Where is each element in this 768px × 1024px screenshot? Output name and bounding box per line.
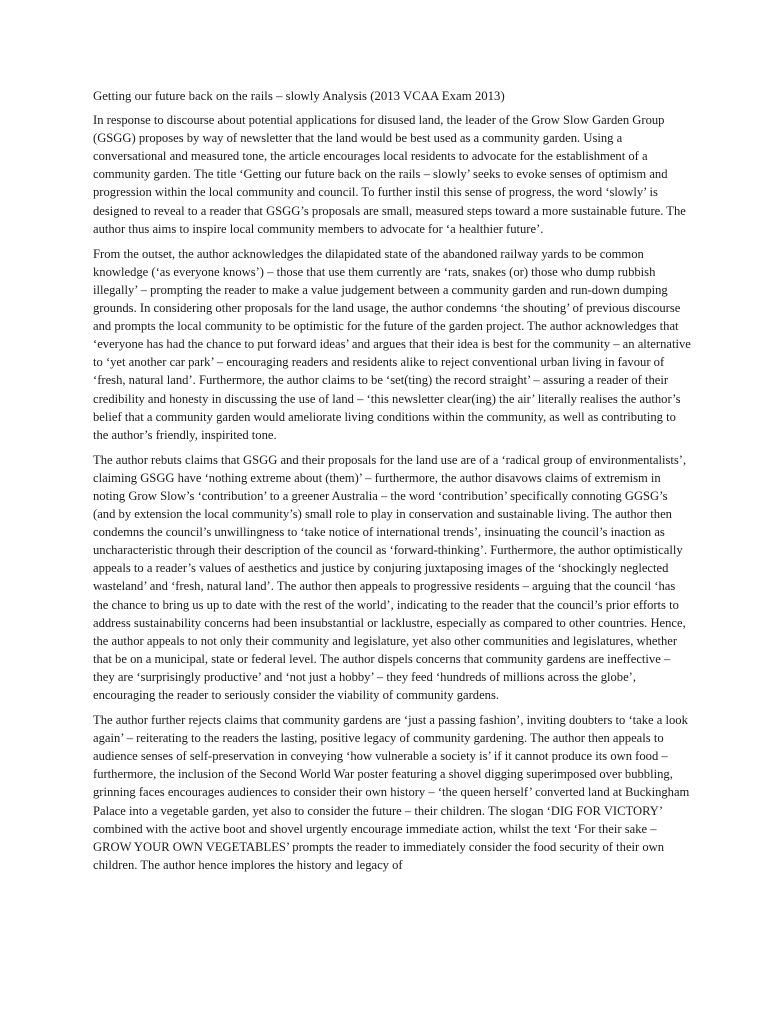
paragraph-intro: In response to discourse about potential applications for disused land, the leader of the Grow Slow Garden Group (GSGG) proposes by way of newsletter that the land would be best used as a community garden. Using a conversational and measured tone, the article encourages local residents to advocate for the establishment of a community garden. The title ‘Getting our future back on the rails – slowly’ seeks to evoke senses of optimism and progression within the local community and council. To further instil this sense of progress, the word ‘slowly’ is designed to reveal to a reader that GSGG’s proposals are small, measured steps toward a more sustainable future. The author thus aims to inspire local community members to advocate for ‘a healthier future’. — [93, 113, 686, 236]
document-body — [93, 87, 693, 881]
paragraph-further: The author further rejects claims that community gardens are ‘just a passing fashion’, inviting doubters to ‘take a look again’ – reiterating to the readers the lasting, positive legacy of community gardening. The author then appeals to audience senses of self-preservation in conveying ‘how vulnerable a society is’ if it cannot produce its own food – furthermore, the inclusion of the Second World War poster featuring a shovel digging superimposed over bubbling, grinning faces encourages audiences to consider their own history – ‘the queen herself’ converted land at Buckingham Palace into a vegetable garden, yet also to consider the future – their children. The slogan ‘DIG FOR VICTORY’ combined with the active boot and shovel urgently encourage immediate action, whilst the text ‘For their sake – GROW YOUR OWN VEGETABLES’ prompts the reader to immediately consider the food security of their own children. The author hence implores the history and legacy of — [93, 713, 690, 872]
document-title: Getting our future back on the rails – slowly Analysis (2013 VCAA Exam 2013) — [93, 89, 505, 103]
paragraph-outset: From the outset, the author acknowledges the dilapidated state of the abandoned railway yards to be common knowledge (‘as everyone knows’) – those that use them currently are ‘rats, snakes (or) those who dump rubbish illegally’ – prompting the reader to make a value judgement between a community garden and run-down dumping grounds. In considering other proposals for the land usage, the author condemns ‘the shouting’ of previous discourse and prompts the local community to be optimistic for the future of the garden project. The author acknowledges that ‘everyone has had the chance to put forward ideas’ and argues that their idea is best for the community – an alternative to ‘yet another car park’ – encouraging readers and residents alike to reject conventional urban living in favour of ‘fresh, natural land’. Furthermore, the author claims to be ‘set(ting) the record straight’ – assuring a reader of their credibility and honesty in discussing the use of land – ‘this newsletter clear(ing) the air’ literally realises the author’s belief that a community garden would ameliorate living conditions within the community, as well as contributing to the author’s friendly, inspirited tone. — [93, 246, 691, 442]
paragraph-rebuttal: The author rebuts claims that GSGG and their proposals for the land use are of a ‘radical group of environmentalists’, claiming GSGG have ‘nothing extreme about (them)’ – furthermore, the author disavows claims of extremism in noting Grow Slow’s ‘contribution’ to a greener Australia – the word ‘contribution’ specifically connoting GGSG’s (and by extension the local community’s) small role to play in conservation and sustainable living. The author then condemns the council’s unwillingness to ‘take notice of international trends’, insinuating the council’s inaction as uncharacteristic through their description of the council as ‘forward-thinking’. Furthermore, the author optimistically appeals to a reader’s values of aesthetics and justice by conjuring juxtaposing images of the ‘shockingly neglected wasteland’ and ‘fresh, natural land’. The author then appeals to progressive residents – arguing that the council ‘has the chance to bring us up to date with the rest of the world’, indicating to the reader that the council’s prior efforts to address sustainability concerns had been insubstantial or lacklustre, especially as compared to other countries. Hence, the author appeals to not only their community and legislature, yet also other communities and legislatures, whether that be on a municipal, state or federal level. The author dispels concerns that community gardens are ineffective – they are ‘surprisingly productive’ and ‘not just a hobby’ – they feed ‘hundreds of millions across the globe’, encouraging the reader to seriously consider the viability of community gardens. — [93, 452, 687, 702]
